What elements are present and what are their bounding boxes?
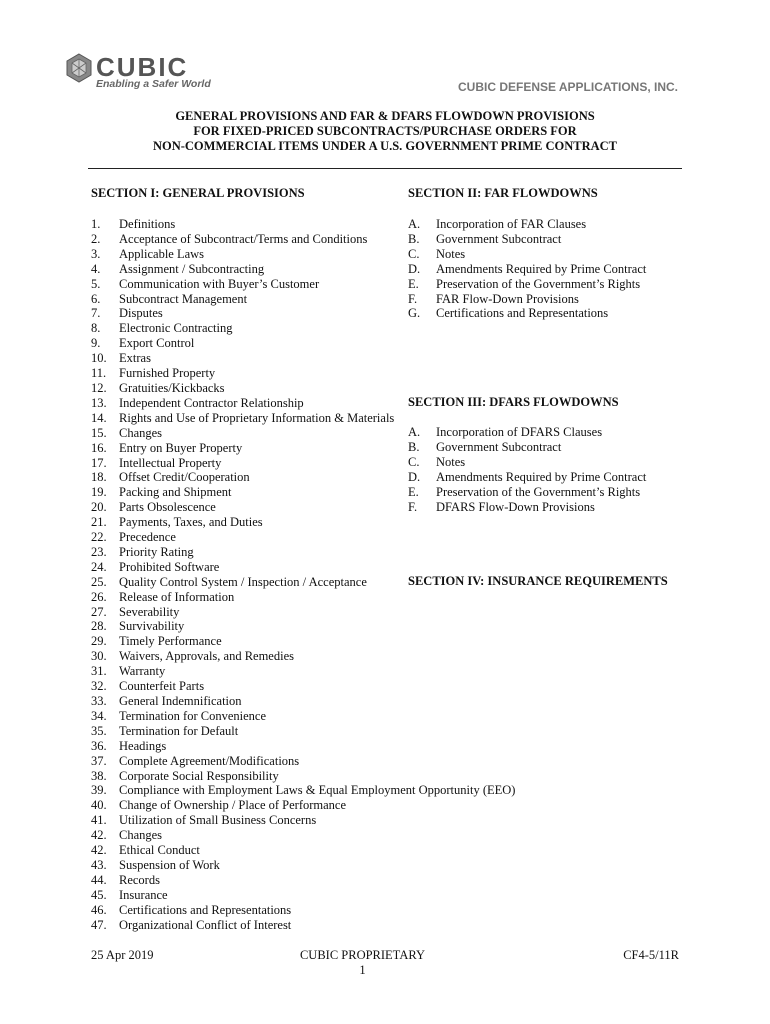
item-text: Waivers, Approvals, and Remedies [119,649,294,664]
list-item [91,634,515,649]
company-logo [66,50,236,96]
item-number: 1. [91,217,101,231]
item-text: Definitions [119,217,176,231]
list-item [91,605,515,620]
list-item [408,247,646,262]
item-number: 31. [91,664,107,679]
item-text: Disputes [119,306,163,321]
item-number: 12. [91,380,107,395]
item-text: Acceptance of Subcontract/Terms and Conditions [119,231,368,246]
item-number: 39. [91,783,107,798]
item-text: Intellectual Property [119,455,222,470]
item-number: 22. [91,530,107,545]
section-4-heading: SECTION IV: INSURANCE REQUIREMENTS [408,574,668,588]
item-text: Change of Ownership / Place of Performance [119,798,347,813]
title-line: FOR FIXED-PRICED SUBCONTRACTS/PURCHASE ORDERS FOR [193,124,577,138]
item-number: A. [408,217,421,231]
list-item [408,306,646,321]
item-text: Survivability [119,619,185,634]
item-number: 8. [91,321,101,336]
list-item [408,485,646,500]
item-text: General Indemnification [119,694,242,708]
item-number: 7. [91,306,101,321]
footer-proprietary [0,948,725,978]
item-text: Termination for Convenience [119,708,266,723]
item-text: Prohibited Software [119,559,220,574]
list-item [91,888,515,903]
item-text: Extras [119,351,151,366]
item-number: E. [408,276,419,291]
item-text: Entry on Buyer Property [119,440,243,455]
document-title [0,109,770,154]
item-text: Severability [119,604,180,619]
footer-label: CUBIC PROPRIETARY [299,948,426,962]
list-item [408,425,646,440]
list-item [91,336,515,351]
list-item [91,664,515,679]
list-item [91,619,515,634]
list-item [91,739,515,754]
item-text: Notes [436,246,466,261]
item-text: Changes [119,425,163,440]
item-text: Incorporation of DFARS Clauses [436,425,603,439]
list-item [408,292,646,307]
item-text: Assignment / Subcontracting [119,261,265,276]
item-text: Warranty [119,664,166,679]
list-item [408,440,646,455]
list-item [408,500,646,515]
list-item [91,649,515,664]
item-text: Release of Information [119,589,235,604]
item-text: Amendments Required by Prime Contract [436,261,647,276]
item-text: Complete Agreement/Modifications [119,753,300,768]
list-item [408,232,646,247]
list-item [91,828,515,843]
list-item [408,455,646,470]
item-number: 28. [91,619,107,634]
item-number: 6. [91,291,101,306]
item-number: 35. [91,723,107,738]
item-number: 30. [91,649,107,664]
item-text: Communication with Buyer’s Customer [119,276,320,291]
list-item [91,798,515,813]
list-item [91,858,515,873]
item-number: D. [408,469,421,484]
list-item [91,709,515,724]
list-item [91,724,515,739]
item-number: 44. [91,872,107,887]
item-text: FAR Flow-Down Provisions [436,291,579,306]
item-text: Quality Control System / Inspection / Acceptance [119,574,367,589]
section-2-heading: SECTION II: FAR FLOWDOWNS [408,186,598,200]
item-number: 46. [91,902,107,917]
item-text: Electronic Contracting [119,321,233,336]
list-item [91,366,515,381]
list-item [91,873,515,888]
item-text: Precedence [119,530,176,545]
item-number: 32. [91,679,107,694]
item-number: B. [408,231,420,246]
logo-wordmark: CUBIC [96,52,189,82]
cubic-emblem-icon [66,53,92,83]
list-item [91,560,515,575]
list-item [91,515,515,530]
item-number: 47. [91,917,107,932]
item-text: Furnished Property [119,366,216,381]
item-text: Independent Contractor Relationship [119,395,304,410]
item-text: Subcontract Management [119,291,248,306]
list-item [91,769,515,784]
list-item [91,545,515,560]
title-line: NON-COMMERCIAL ITEMS UNDER A U.S. GOVERNMENT PRIME CONTRACT [152,139,618,153]
list-item [91,590,515,605]
item-text: Changes [119,828,163,843]
item-number: 5. [91,276,101,291]
item-number: 38. [91,768,107,783]
item-number: D. [408,261,421,276]
item-text: Government Subcontract [436,231,562,246]
item-text: Gratuities/Kickbacks [119,380,225,395]
item-number: F. [408,291,418,306]
item-number: 34. [91,708,107,723]
footer-form-code: CF4-5/11R [623,948,679,962]
list-item [91,679,515,694]
item-number: C. [408,246,420,261]
item-text: Termination for Default [119,723,239,738]
item-number: A. [408,425,421,439]
list-item [91,694,515,709]
list-item [91,411,515,426]
item-text: Priority Rating [119,544,194,559]
item-number: 3. [91,246,101,261]
item-text: Timely Performance [119,634,222,649]
list-item [408,277,646,292]
section-1-heading: SECTION I: GENERAL PROVISIONS [91,186,305,200]
item-number: 37. [91,753,107,768]
item-number: 33. [91,694,107,708]
item-number: 14. [91,410,107,425]
page-number: 1 [359,963,366,977]
item-number: 19. [91,485,107,500]
item-number: C. [408,454,420,469]
item-text: Corporate Social Responsibility [119,768,279,783]
item-number: 27. [91,604,107,619]
list-item [91,903,515,918]
item-number: 2. [91,231,101,246]
item-number: 21. [91,515,107,530]
item-text: Utilization of Small Business Concerns [119,813,317,828]
item-text: DFARS Flow-Down Provisions [436,499,595,514]
item-number: B. [408,439,420,454]
item-number: 9. [91,336,101,351]
item-number: 10. [91,351,107,366]
item-text: Applicable Laws [119,246,205,261]
item-number: 25. [91,574,107,589]
list-item [91,321,515,336]
item-number: 36. [91,738,107,753]
item-number: 13. [91,395,107,410]
item-number: 41. [91,813,107,828]
list-item [408,217,646,232]
item-number: 42. [91,828,107,843]
section-2-list [408,217,646,321]
section-3-list [408,425,646,514]
item-text: Certifications and Representations [436,306,609,321]
item-number: 29. [91,634,107,649]
item-number: G. [408,306,421,321]
item-text: Preservation of the Government’s Rights [436,276,641,291]
item-number: 17. [91,455,107,470]
item-number: 4. [91,261,101,276]
item-text: Incorporation of FAR Clauses [436,217,587,231]
item-text: Compliance with Employment Laws & Equal Employment Opportunity (EEO) [119,783,516,798]
item-text: Insurance [119,887,168,902]
list-item [91,918,515,933]
item-text: Ethical Conduct [119,843,200,858]
item-number: 43. [91,857,107,872]
item-number: 15. [91,425,107,440]
item-number: E. [408,484,419,499]
logo-tagline: Enabling a Safer World [96,78,211,90]
company-name: CUBIC DEFENSE APPLICATIONS, INC. [457,80,678,94]
item-text: Preservation of the Government’s Rights [436,484,641,499]
item-text: Headings [119,738,167,753]
list-item [91,813,515,828]
item-text: Packing and Shipment [119,485,232,500]
item-text: Suspension of Work [119,857,220,872]
header-divider [88,168,682,169]
item-text: Organizational Conflict of Interest [119,917,292,932]
item-number: 11. [91,366,107,381]
item-number: 45. [91,887,107,902]
item-number: 16. [91,440,107,455]
list-item [91,783,515,798]
item-text: Notes [436,454,466,469]
list-item [91,754,515,769]
item-text: Counterfeit Parts [119,679,205,694]
item-number: 20. [91,500,107,515]
item-text: Government Subcontract [436,439,562,454]
item-number: 24. [91,559,107,574]
item-number: F. [408,499,418,514]
title-line: GENERAL PROVISIONS AND FAR & DFARS FLOWDOWN PROVISIONS [175,109,595,123]
item-text: Records [119,872,160,887]
item-text: Payments, Taxes, and Duties [119,515,263,530]
list-item [91,381,515,396]
item-text: Amendments Required by Prime Contract [436,469,647,484]
item-number: 26. [91,589,107,604]
item-number: 40. [91,798,107,813]
footer-date: 25 Apr 2019 [91,948,154,962]
item-text: Certifications and Representations [119,902,292,917]
item-number: 42. [91,843,107,858]
item-text: Parts Obsolescence [119,500,216,515]
section-3-heading: SECTION III: DFARS FLOWDOWNS [408,395,619,409]
list-item [408,470,646,485]
list-item [91,843,515,858]
list-item [91,351,515,366]
item-text: Rights and Use of Proprietary Information & Materials [119,410,395,425]
item-number: 18. [91,470,107,485]
list-item [408,262,646,277]
item-number: 23. [91,544,107,559]
item-text: Offset Credit/Cooperation [119,470,250,485]
list-item [91,530,515,545]
item-text: Export Control [119,336,195,351]
